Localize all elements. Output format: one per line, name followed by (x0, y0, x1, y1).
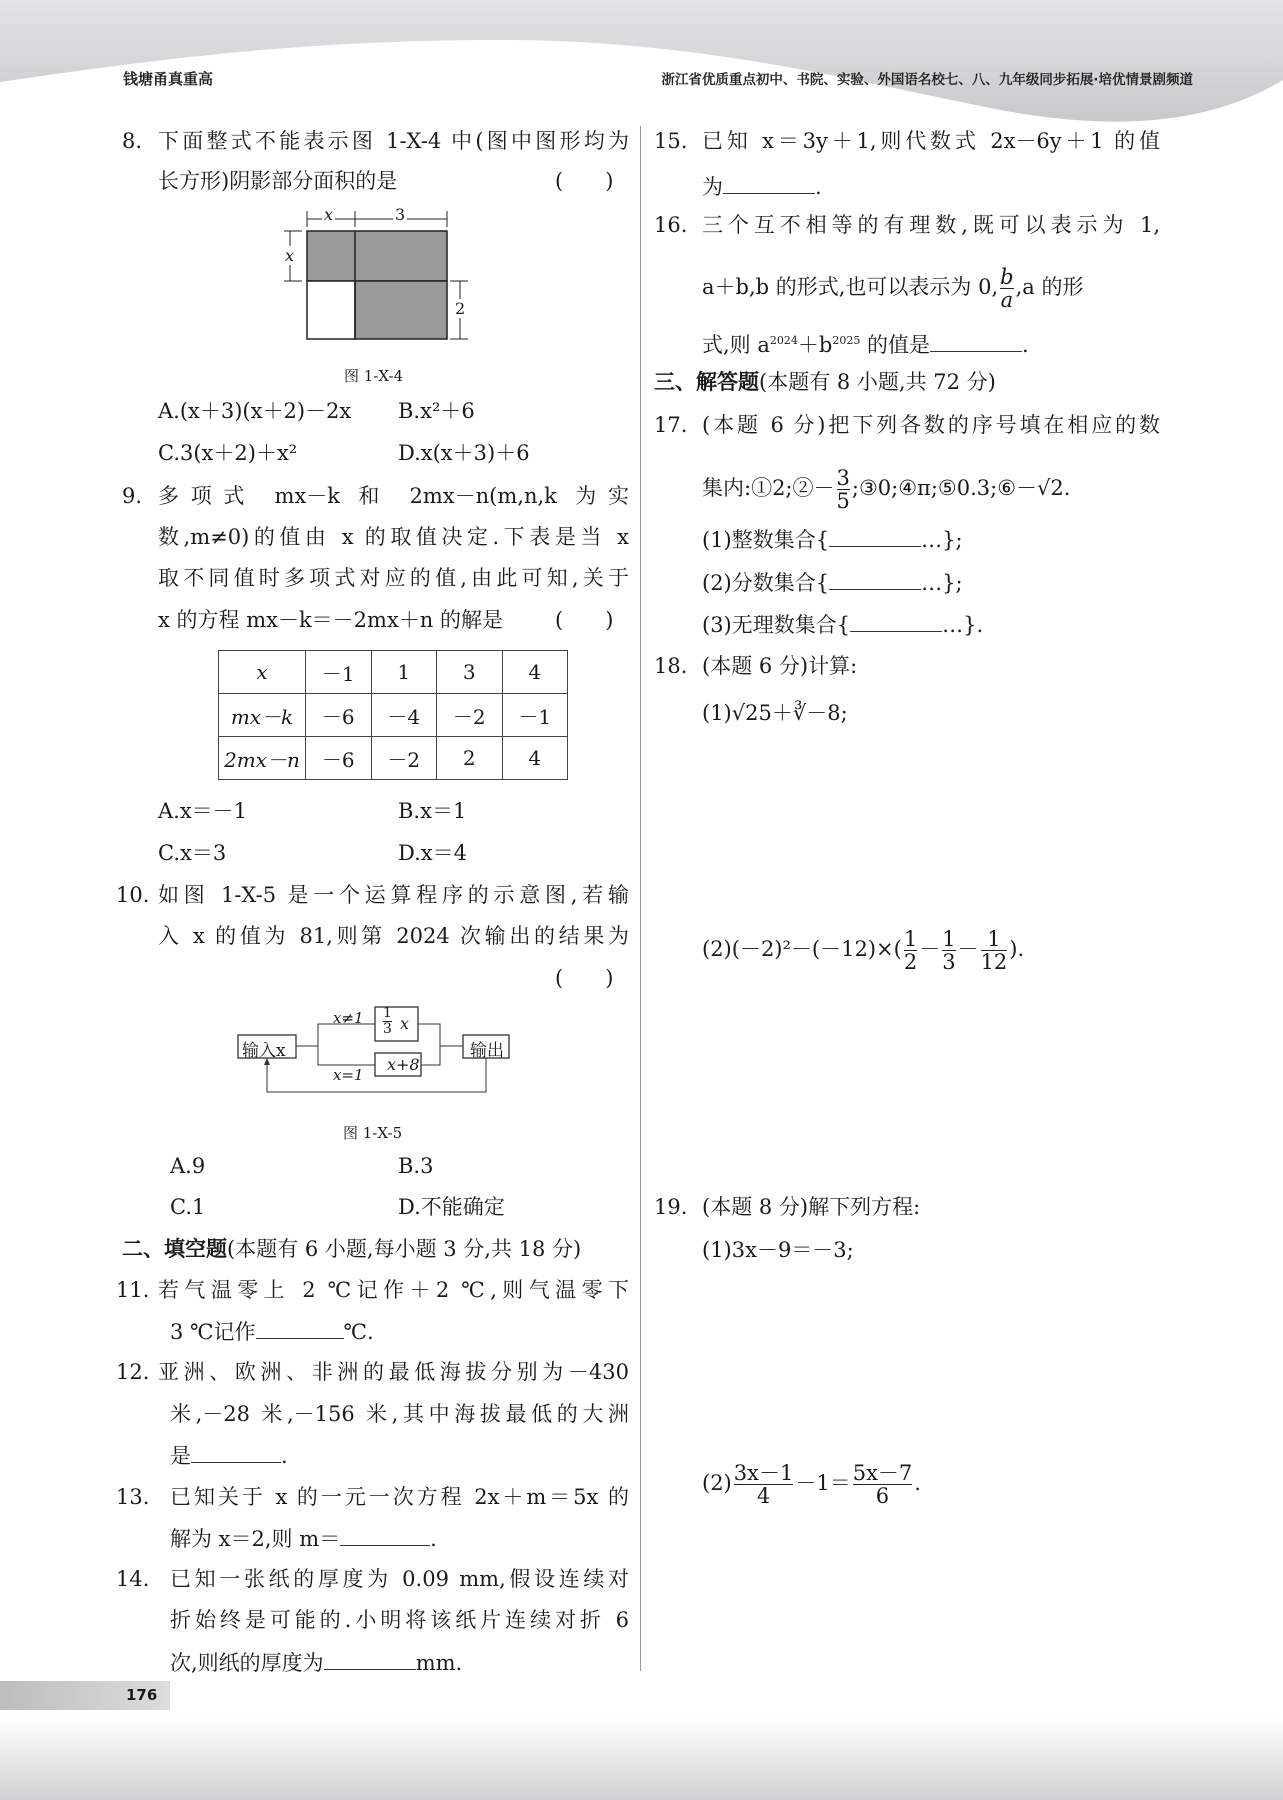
table-cell: 4 (502, 651, 568, 694)
figure-label-3: 3 (395, 205, 406, 224)
flow-fraction (383, 1006, 392, 1037)
question-text: …}; (921, 528, 963, 552)
section-3-heading (654, 367, 996, 397)
fraction (981, 928, 1008, 973)
fraction (942, 928, 955, 973)
question-number: 9. (122, 484, 143, 508)
table-row (219, 651, 568, 694)
operator: － (919, 937, 941, 961)
question-text: ＋b (797, 333, 833, 357)
table-row (219, 694, 568, 737)
figure-rectangles (280, 205, 470, 355)
question-text: 集内:①2;②－ (702, 476, 835, 500)
question-number: 8. (122, 129, 143, 153)
answer-blank[interactable] (340, 1523, 430, 1546)
question-text: 次,则纸的厚度为 (170, 1651, 324, 1675)
question-text: 为 (702, 175, 723, 199)
answer-bracket: ( ) (555, 169, 614, 193)
question-number: 14. (116, 1567, 150, 1591)
figure-caption: 图 1-X-5 (343, 1124, 403, 1142)
answer-bracket: ( ) (555, 608, 614, 632)
table-cell: －6 (306, 694, 372, 737)
table-cell: x (219, 651, 306, 694)
subquestion-text: (1)3x－9＝－3; (702, 1238, 854, 1262)
option-a: A.(x＋3)(x＋2)－2x (158, 399, 352, 423)
answer-blank[interactable] (191, 1440, 281, 1463)
question-text: 已知一张纸的厚度为 0.09 mm,假设连续对 (170, 1567, 629, 1591)
operator: －1＝ (795, 1471, 851, 1495)
question-text: 米,－28 米,－156 米,其中海拔最低的大洲 (170, 1402, 629, 1426)
subquestion-text: (2)(－2)²－(－12)×( (702, 937, 902, 961)
numerator: 3 (836, 466, 850, 490)
figure-label-x: x (324, 205, 334, 224)
flow-output-box: 输出 (470, 1041, 504, 1061)
question-number: 15. (654, 129, 688, 153)
option-b: B.x＝1 (398, 799, 467, 823)
subquestion-text: (2) (702, 1471, 732, 1495)
question-text: 已知关于 x 的一元一次方程 2x＋m＝5x 的 (170, 1485, 629, 1509)
figure-caption: 图 1-X-4 (344, 367, 404, 385)
numerator: b (1000, 265, 1014, 289)
numerator: 1 (383, 1005, 392, 1021)
answer-blank[interactable] (256, 1316, 344, 1339)
question-text: 折始终是可能的.小明将该纸片连续对折 6 (170, 1608, 629, 1632)
question-number: 12. (116, 1360, 150, 1384)
flow-condition-ne: x≠1 (333, 1009, 364, 1027)
table-cell: 3 (437, 651, 503, 694)
operator: － (957, 937, 979, 961)
section-title: 二、填空题 (122, 1237, 227, 1261)
question-text: 下面整式不能表示图 1-X-4 中(图中图形均为 (158, 129, 629, 153)
question-text: x 的方程 mx－k＝－2mx＋n 的解是 (158, 608, 503, 632)
table-cell: －2 (371, 737, 437, 780)
numerator: 1 (942, 927, 956, 951)
option-c: C.x＝3 (158, 841, 227, 865)
question-text: 数,m≠0)的值由 x 的取值决定.下表是当 x (158, 525, 629, 549)
table-cell: 1 (371, 651, 437, 694)
fraction (853, 1462, 913, 1507)
section-desc: (本题有 8 小题,共 72 分) (759, 370, 996, 394)
subquestion-text: (3)无理数集合{ (702, 613, 851, 637)
table-cell: 4 (502, 737, 568, 780)
table-cell: 2 (437, 737, 503, 780)
footer-band (0, 1718, 1283, 1800)
table-cell: －4 (371, 694, 437, 737)
page-number: 176 (126, 1686, 158, 1704)
option-d: D.x＝4 (398, 841, 467, 865)
fraction-b-over-a (1000, 266, 1013, 311)
question-text: 若气温零上 2 ℃记作＋2 ℃,则气温零下 (158, 1278, 629, 1302)
header-series-title: 钱塘甬真重高 (123, 70, 214, 88)
answer-bracket: ( ) (555, 966, 614, 990)
question-text: . (281, 1444, 288, 1468)
flow-plus8-box: x+8 (387, 1055, 420, 1074)
option-a: A.9 (170, 1154, 206, 1178)
exponent: 2025 (832, 334, 861, 347)
table-cell: －6 (306, 737, 372, 780)
question-text: 长方形)阴影部分面积的是 (158, 169, 398, 193)
question-text: 三个互不相等的有理数,既可以表示为 1, (702, 213, 1160, 237)
numerator: 5x－7 (852, 1461, 913, 1485)
denominator: a (1000, 288, 1014, 312)
table-cell: －1 (502, 694, 568, 737)
option-d: D.不能确定 (398, 1195, 505, 1219)
question-text: …}. (942, 613, 984, 637)
question-number: 11. (116, 1278, 150, 1302)
question-text: 入 x 的值为 81,则第 2024 次输出的结果为 (158, 924, 629, 948)
numerator: 3x－1 (733, 1461, 794, 1485)
denominator: 6 (853, 1484, 913, 1507)
subquestion-text: . (914, 1471, 921, 1495)
answer-blank[interactable] (850, 609, 942, 632)
fraction (734, 1462, 794, 1507)
table-cell: mx－k (219, 694, 306, 737)
question-text: 解为 x＝2,则 m＝ (170, 1527, 341, 1551)
table-row (219, 737, 568, 780)
answer-blank[interactable] (829, 524, 921, 547)
option-b: B.x²＋6 (398, 399, 475, 423)
values-table (218, 650, 568, 780)
denominator: 12 (980, 950, 1008, 974)
question-text: 取不同值时多项式对应的值,由此可知,关于 (158, 566, 629, 590)
question-text: 3 ℃记作 (170, 1320, 256, 1344)
answer-blank[interactable] (829, 567, 921, 590)
flow-variable: x (400, 1014, 410, 1033)
option-d: D.x(x＋3)＋6 (398, 441, 530, 465)
table-cell: 2mx－n (219, 737, 306, 780)
table-cell: －1 (306, 651, 372, 694)
denominator: 4 (734, 1484, 794, 1507)
question-text: mm. (415, 1651, 463, 1675)
option-c: C.1 (170, 1195, 206, 1219)
flow-input-box: 输入x (242, 1041, 286, 1061)
denominator: 3 (383, 1021, 392, 1037)
answer-blank[interactable] (723, 171, 815, 194)
question-text: ;③0;④π;⑤0.3;⑥－√2. (851, 476, 1071, 500)
question-text: (本题 6 分)把下列各数的序号填在相应的数 (702, 413, 1160, 437)
flow-condition-eq: x=1 (333, 1066, 364, 1084)
question-text: a＋b,b 的形式,也可以表示为 0, (702, 275, 999, 299)
option-a: A.x＝－1 (158, 799, 248, 823)
question-text: . (430, 1527, 437, 1551)
question-text: (本题 8 分)解下列方程: (702, 1195, 921, 1219)
question-text: ,a 的形 (1015, 275, 1084, 299)
section-title: 三、解答题 (654, 370, 759, 394)
question-text: 是 (170, 1444, 191, 1468)
question-text: 式,则 a (702, 333, 770, 357)
answer-blank[interactable] (324, 1647, 416, 1670)
question-text: …}; (921, 571, 963, 595)
numerator: 1 (903, 927, 918, 951)
question-text: 的值是 (860, 333, 931, 357)
question-text: 多项式 mx－k 和 2mx－n(m,n,k 为实 (158, 484, 629, 508)
denominator: 2 (903, 950, 918, 974)
question-number: 19. (654, 1195, 688, 1219)
question-text: . (815, 175, 822, 199)
subquestion-text: ). (1009, 937, 1025, 961)
question-number: 10. (116, 883, 150, 907)
subquestion-text: (2)分数集合{ (702, 571, 830, 595)
figure-label-2: 2 (455, 299, 466, 318)
option-b: B.3 (398, 1154, 434, 1178)
question-text: 已知 x＝3y＋1,则代数式 2x－6y＋1 的值 (702, 129, 1160, 153)
header-subtitle: 浙江省优质重点初中、书院、实验、外国语名校七、八、九年级同步拓展·培优情景剧频道 (661, 72, 1193, 88)
denominator: 3 (942, 950, 956, 974)
question-number: 17. (654, 413, 688, 437)
numerator: 1 (987, 927, 1001, 951)
figure-label-x-side: x (285, 246, 295, 265)
exponent: 2024 (769, 334, 798, 347)
column-divider (640, 126, 641, 1671)
denominator: 5 (836, 489, 850, 513)
fraction (904, 928, 917, 973)
question-number: 13. (116, 1485, 150, 1509)
question-number: 16. (654, 213, 688, 237)
subquestion-text: (1)整数集合{ (702, 528, 830, 552)
subquestion-text: (1)√25＋∛－8; (702, 701, 848, 725)
question-text: 如图 1-X-5 是一个运算程序的示意图,若输 (158, 883, 629, 907)
question-text: ℃. (343, 1320, 374, 1344)
question-text: 亚洲、欧洲、非洲的最低海拔分别为－430 (158, 1360, 629, 1384)
table-cell: －2 (437, 694, 503, 737)
fraction-3-5 (837, 467, 850, 512)
section-2-heading (122, 1234, 581, 1264)
answer-blank[interactable] (930, 329, 1022, 352)
question-number: 18. (654, 654, 688, 678)
question-text: . (1022, 333, 1029, 357)
option-c: C.3(x＋2)＋x² (158, 441, 298, 465)
section-desc: (本题有 6 小题,每小题 3 分,共 18 分) (227, 1237, 582, 1261)
question-text: (本题 6 分)计算: (702, 654, 858, 678)
